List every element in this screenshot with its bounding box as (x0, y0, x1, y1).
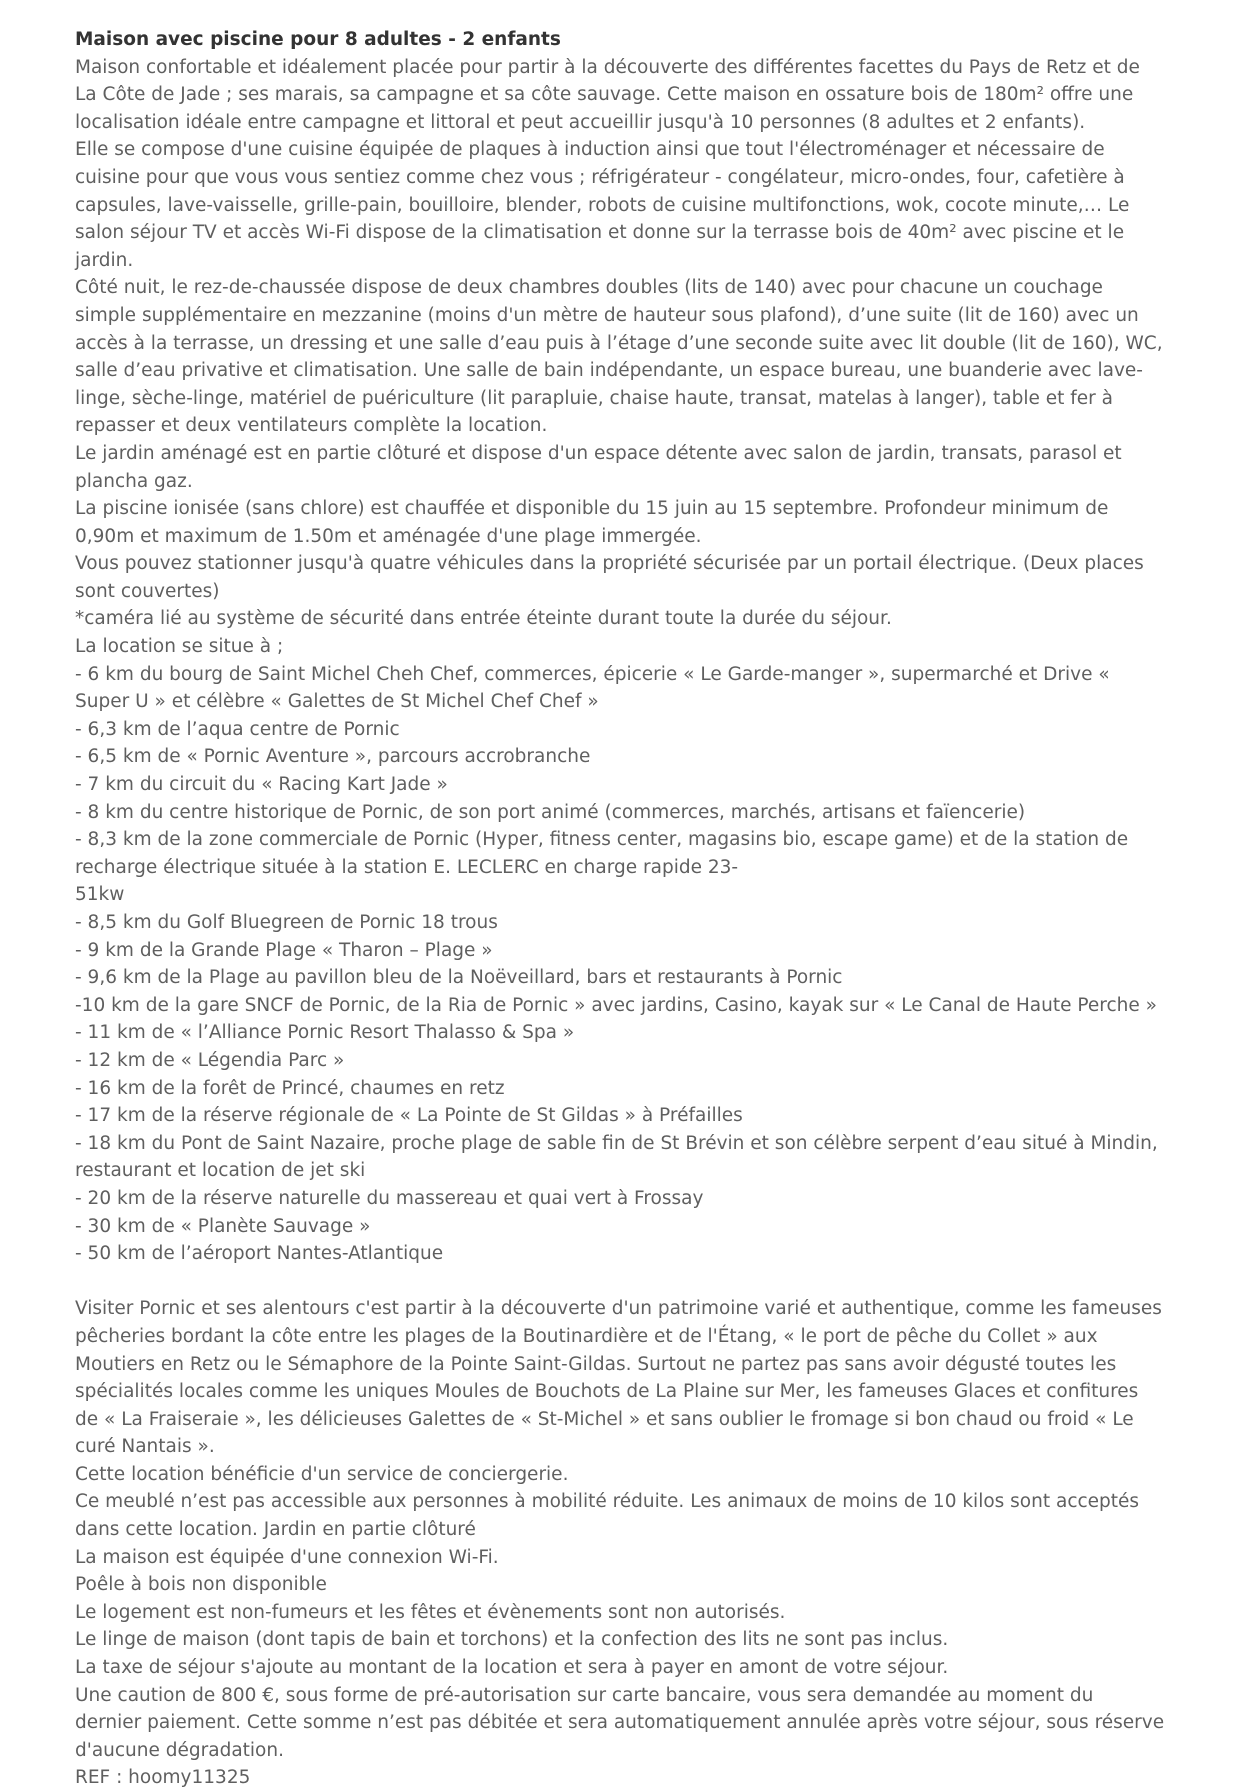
text-line: Le jardin aménagé est en partie clôturé et dispose d'un espace détente avec salon de jardin, transats, parasol et plancha gaz. (75, 442, 1122, 492)
text-line: La taxe de séjour s'ajoute au montant de la location et sera à payer en amont de votre séjour. (75, 1657, 949, 1679)
text-line: Vous pouvez stationner jusqu'à quatre véhicules dans la propriété sécurisée par un portail électrique. (Deux places sont couvertes) (75, 553, 1144, 602)
text-line: - 9 km de la Grande Plage « Tharon – Plage » (75, 939, 493, 961)
text-line: Maison confortable et idéalement placée pour partir à la découverte des différentes facettes du Pays de Retz et de La Côte de Jade ; ses marais, sa campagne et sa côte sauvage. Cette maison en ossature bois de 180m² offre une localisation idéale entre campagne et littoral et peut accueillir jusqu'à 10 personnes (8 adultes et 2 enfants). (75, 56, 1140, 133)
listing-title: Maison avec piscine pour 8 adultes - 2 enfants (75, 29, 561, 50)
text-line: Une caution de 800 €, sous forme de pré-autorisation sur carte bancaire, vous sera demandée au moment du dernier paiement. Cette somme n’est pas débitée et sera automatiquement annulée après votre séjour, sous réserve d'aucune dégradation. (75, 1684, 1165, 1761)
text-line: 51kw (75, 884, 125, 906)
text-line: Cette location bénéficie d'un service de conciergerie. (75, 1463, 569, 1485)
text-line: - 9,6 km de la Plage au pavillon bleu de la Noëveillard, bars et restaurants à Pornic (75, 967, 843, 989)
text-line: - 6,3 km de l’aqua centre de Pornic (75, 718, 400, 740)
text-line: -10 km de la gare SNCF de Pornic, de la Ria de Pornic » avec jardins, Casino, kayak sur « Le Canal de Haute Perche » (75, 994, 1157, 1016)
text-line: - 11 km de « l’Alliance Pornic Resort Thalasso & Spa » (75, 1022, 575, 1044)
text-line: La piscine ionisée (sans chlore) est chauffée et disponible du 15 juin au 15 septembre. Profondeur minimum de 0,90m et maximum de 1.50m et aménagée d'une plage immergée. (75, 498, 1109, 547)
text-line: - 6 km du bourg de Saint Michel Cheh Chef, commerces, épicerie « Le Garde-manger », supermarché et Drive « Super U » et célèbre « Galettes de St Michel Chef Chef » (75, 663, 1110, 713)
text-line: - 20 km de la réserve naturelle du massereau et quai vert à Frossay (75, 1187, 704, 1209)
text-line: La location se situe à ; (75, 636, 284, 658)
text-line: - 16 km de la forêt de Princé, chaumes en retz (75, 1077, 505, 1099)
text-line: Le logement est non-fumeurs et les fêtes et évènements sont non autorisés. (75, 1601, 786, 1623)
text-line: - 18 km du Pont de Saint Nazaire, proche plage de sable fin de St Brévin et son célèbre serpent d’eau situé à Mindin, restaurant et location de jet ski (75, 1132, 1158, 1182)
text-line: - 8,3 km de la zone commerciale de Pornic (Hyper, fitness center, magasins bio, escape game) et de la station de recharge électrique située à la station E. LECLERC en charge rapide 23- (75, 829, 1129, 878)
text-line: - 7 km du circuit du « Racing Kart Jade » (75, 774, 448, 796)
text-line: Visiter Pornic et ses alentours c'est partir à la découverte d'un patrimoine varié et authentique, comme les fameuses pêcheries bordant la côte entre les plages de la Boutinardière et de l'Étang, « le port de pêche du Collet » aux Moutiers en Retz ou le Sémaphore de la Pointe Saint-Gildas. Surtout ne partez pas sans avoir dégusté toutes les spécialités locales comme les uniques Moules de Bouchots de La Plaine sur Mer, les fameuses Glaces et confitures de « La Fraiseraie », les délicieuses Galettes de « St-Michel » et sans oublier le fromage si bon chaud ou froid « Le curé Nantais ». (75, 1298, 1162, 1458)
text-line: Elle se compose d'une cuisine équipée de plaques à induction ainsi que tout l'électroménager et nécessaire de cuisine pour que vous vous sentiez comme chez vous ; réfrigérateur - congélateur, micro-ondes, four, cafetière à capsules, lave-vaisselle, grille-pain, bouilloire, blender, robots de cuisine multifonctions, wok, cocote minute,… Le salon séjour TV et accès Wi-Fi dispose de la climatisation et donne sur la terrasse bois de 40m² avec piscine et le jardin. (75, 139, 1130, 271)
listing-description (75, 54, 1165, 1268)
text-line: - 50 km de l’aéroport Nantes-Atlantique (75, 1243, 444, 1265)
text-line: - 30 km de « Planète Sauvage » (75, 1215, 371, 1237)
listing-details (75, 1295, 1165, 1792)
text-line: Ce meublé n’est pas accessible aux personnes à mobilité réduite. Les animaux de moins de 10 kilos sont acceptés dans cette location. Jardin en partie clôturé (75, 1491, 1140, 1541)
text-line: - 8 km du centre historique de Pornic, de son port animé (commerces, marchés, artisans et faïencerie) (75, 801, 1026, 823)
text-line: *caméra lié au système de sécurité dans entrée éteinte durant toute la durée du séjour. (75, 608, 892, 630)
text-line: Le linge de maison (dont tapis de bain et torchons) et la confection des lits ne sont pas inclus. (75, 1629, 949, 1651)
text-line: - 6,5 km de « Pornic Aventure », parcours accrobranche (75, 746, 591, 768)
text-line: La maison est équipée d'une connexion Wi-Fi. (75, 1546, 499, 1568)
text-line: - 17 km de la réserve régionale de « La Pointe de St Gildas » à Préfailles (75, 1105, 743, 1127)
text-line: - 8,5 km du Golf Bluegreen de Pornic 18 trous (75, 912, 498, 933)
text-line: REF : hoomy11325 (75, 1767, 251, 1789)
text-line: - 12 km de « Légendia Parc » (75, 1049, 345, 1071)
text-line: Côté nuit, le rez-de-chaussée dispose de deux chambres doubles (lits de 140) avec pour chacune un couchage simple supplémentaire en mezzanine (moins d'un mètre de hauteur sous plafond), d’une suite (lit de 160) avec un accès à la terrasse, un dressing et une salle d’eau puis à l’étage d’une seconde suite avec lit double (lit de 160), WC, salle d’eau privative et climatisation. Une salle de bain indépendante, un espace bureau, une buanderie avec lave-linge, sèche-linge, matériel de puériculture (lit parapluie, chaise haute, transat, matelas à langer), table et fer à repasser et deux ventilateurs complète la location. (75, 277, 1163, 437)
text-line: Poêle à bois non disponible (75, 1574, 327, 1596)
